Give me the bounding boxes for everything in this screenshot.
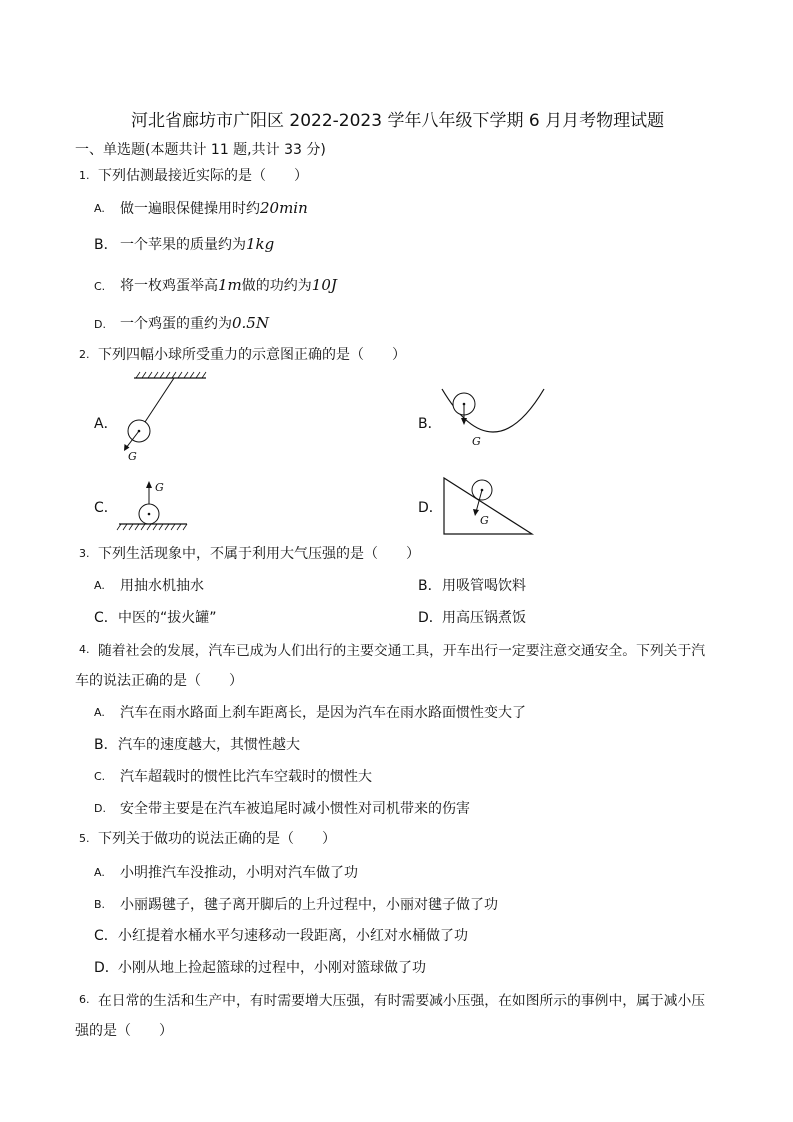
option-letter: B． — [418, 416, 442, 432]
page-title: 河北省廊坊市广阳区 2022-2023 学年八年级下学期 6 月月考物理试题 — [131, 111, 665, 131]
option-d-text — [120, 313, 269, 333]
option-letter: C． — [94, 928, 118, 944]
option-letter: C． — [94, 610, 118, 626]
question-number: 5. — [79, 832, 90, 845]
figure-d-incline — [440, 472, 540, 542]
figure-b-bowl — [438, 385, 548, 455]
question-stem-cont: 车的说法正确的是（ ） — [75, 673, 243, 689]
option-b-text: 汽车的速度越大，其惯性越大 — [118, 737, 300, 753]
option-letter: A. — [94, 866, 105, 879]
question-stem: 在日常的生活和生产中，有时需要增大压强，有时需要减小压强，在如图所示的事例中，属于减小压 — [98, 993, 706, 1009]
figure-c-ground — [115, 476, 195, 536]
option-text: 一个鸡蛋的重约为 — [120, 316, 232, 332]
gravity-label: G — [472, 435, 481, 448]
option-letter: C. — [94, 770, 106, 783]
question-stem-cont: 强的是（ ） — [75, 1023, 173, 1039]
option-letter: A. — [94, 706, 105, 719]
gravity-label: G — [480, 514, 489, 527]
option-letter: B． — [94, 737, 118, 753]
question-stem: 下列四幅小球所受重力的示意图正确的是（ ） — [98, 347, 406, 363]
option-letter: A. — [94, 202, 105, 215]
math-value: 10J — [311, 276, 337, 294]
option-text: 做一遍眼保健操用时约 — [120, 201, 260, 217]
option-letter: B． — [94, 237, 118, 253]
option-letter: A. — [94, 579, 105, 592]
option-b-text — [120, 234, 274, 254]
option-a-text — [120, 198, 308, 218]
option-b-text: 用吸管喝饮料 — [442, 578, 526, 594]
option-letter: D. — [94, 318, 106, 331]
question-number: 1. — [79, 169, 90, 182]
option-letter: D． — [418, 610, 443, 626]
option-c-text: 汽车超载时的惯性比汽车空载时的惯性大 — [120, 769, 372, 785]
gravity-label: G — [155, 481, 164, 494]
math-value: 1m — [218, 276, 242, 294]
option-letter: D． — [94, 960, 119, 976]
option-letter: C. — [94, 280, 106, 293]
question-number: 3. — [79, 547, 90, 560]
question-stem: 下列生活现象中，不属于利用大气压强的是（ ） — [98, 546, 420, 562]
option-letter: D． — [418, 500, 443, 516]
question-stem: 下列关于做功的说法正确的是（ ） — [98, 831, 336, 847]
option-text: 将一枚鸡蛋举高 — [120, 278, 218, 294]
section-heading: 一、单选题(本题共计 11 题,共计 33 分) — [75, 142, 326, 158]
option-a-text: 用抽水机抽水 — [120, 578, 204, 594]
math-value: 20min — [260, 199, 308, 217]
math-value: 0.5N — [232, 314, 269, 332]
option-letter: A． — [94, 416, 118, 432]
option-text: 一个苹果的质量约为 — [120, 237, 246, 253]
option-d-text: 用高压锅煮饭 — [442, 610, 526, 626]
gravity-label: G — [128, 450, 137, 463]
question-stem: 下列估测最接近实际的是（ ） — [98, 168, 308, 184]
figure-a-pendulum — [110, 370, 220, 470]
option-text: 做的功约为 — [241, 278, 312, 294]
option-c-text: 中医的“拔火罐” — [118, 610, 217, 626]
option-d-text: 安全带主要是在汽车被追尾时减小惯性对司机带来的伤害 — [120, 801, 470, 817]
question-number: 6. — [79, 993, 90, 1006]
option-a-text: 小明推汽车没推动，小明对汽车做了功 — [120, 865, 358, 881]
math-value: 1kg — [246, 235, 275, 253]
option-letter: C． — [94, 500, 118, 516]
question-stem: 随着社会的发展，汽车已成为人们出行的主要交通工具，开车出行一定要注意交通安全。下列关于汽 — [98, 643, 706, 659]
option-b-text: 小丽踢毽子，毽子离开脚后的上升过程中，小丽对毽子做了功 — [120, 897, 498, 913]
option-letter: D. — [94, 802, 106, 815]
question-number: 4. — [79, 643, 90, 656]
question-number: 2. — [79, 348, 90, 361]
option-letter: B． — [418, 578, 442, 594]
option-c-text — [120, 275, 337, 295]
option-d-text: 小刚从地上捡起篮球的过程中，小刚对篮球做了功 — [118, 960, 426, 976]
option-letter: B. — [94, 898, 106, 911]
option-c-text: 小红提着水桶水平匀速移动一段距离，小红对水桶做了功 — [118, 928, 468, 944]
option-a-text: 汽车在雨水路面上刹车距离长，是因为汽车在雨水路面惯性变大了 — [120, 705, 526, 721]
